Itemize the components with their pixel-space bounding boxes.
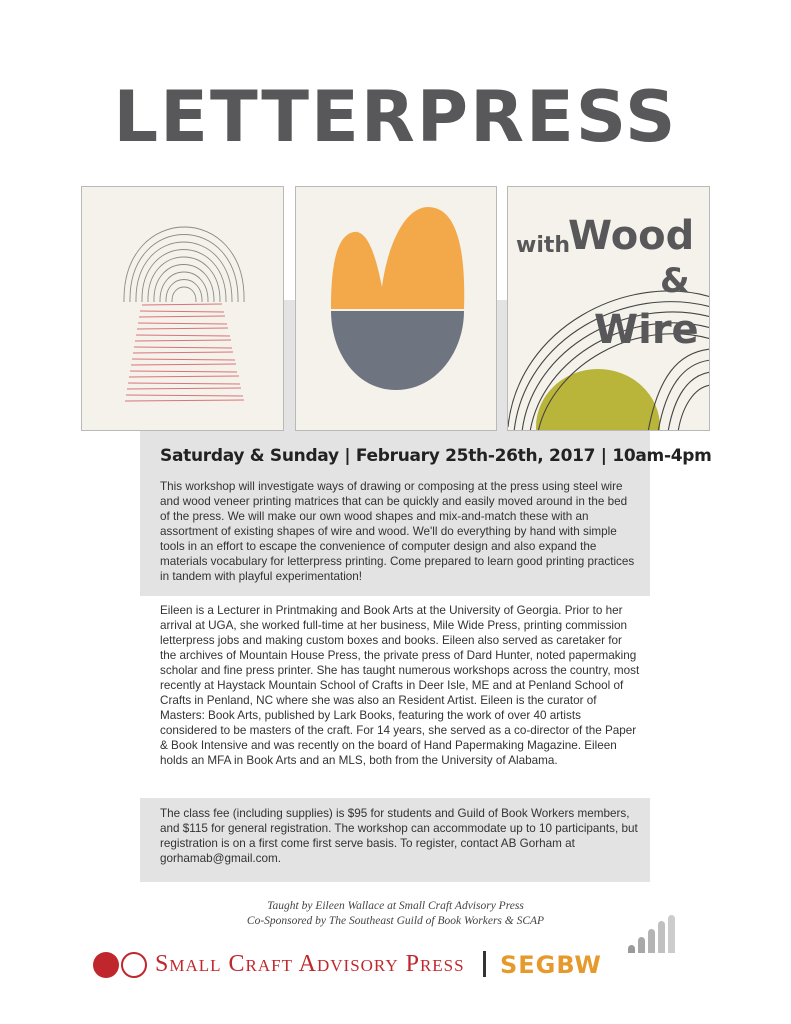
wire-arches-artwork: [82, 187, 284, 431]
workshop-schedule: Saturday & Sunday | February 25th-26th, 2017 | 10am-4pm: [160, 446, 712, 466]
wood-shape-artwork: [296, 187, 497, 431]
taught-by-line: Taught by Eileen Wallace at Small Craft Advisory Press: [267, 900, 524, 912]
poster-title: LETTERPRESS: [113, 76, 678, 158]
scap-logo-text: Small Craft Advisory Press: [155, 951, 465, 977]
artwork-panel-wood-wire: [507, 186, 710, 431]
registration-fee: The class fee (including supplies) is $95 for students and Guild of Book Workers members, and $115 for general registration. The workshop can accommodate up to 10 participants, but registration is on a first come first serve basis. To register, contact AB Gorham at gorhamab@gmail.com.: [160, 807, 638, 865]
instructor-bio: Eileen is a Lecturer in Printmaking and Book Arts at the University of Georgia. Prior to her arrival at UGA, she worked full-time at her business, Mile Wide Press, printing commission letterpress jobs and making custom boxes and books. Eileen also served as caretaker for the archives of Mountain House Press, the private press of Dard Hunter, noted papermaking scholar and fine press printer. She has taught numerous workshops across the country, most recently at Haystack Mountain School of Crafts in Deer Isle, ME and at Penland School of Crafts in Penland, NC where she was also an Resident Artist. Eileen is the curator of Masters: Book Arts, published by Lark Books, featuring the work of over 40 artists considered to be masters of the craft. For 14 years, she served as a co-director of the Paper & Book Intensive and was recently on the board of Hand Papermaking Magazine. Eileen holds an MFA in Book Arts and an MLS, both from the University of Alabama.: [160, 604, 640, 767]
artwork-panel-wood-shape: [295, 186, 497, 431]
sponsors-line: Co-Sponsored by The Southeast Guild of Book Workers & SCAP: [246, 915, 545, 927]
with-text: with: [516, 233, 571, 258]
scap-logo-icon: [92, 947, 152, 983]
segbw-logo-text: SEGBW: [500, 951, 602, 979]
workshop-description: This workshop will investigate ways of drawing or composing at the press using steel wire and wood veneer printing matrices that can be quickly and easily moved around in the bed of the press. We will make our own wood shapes and mix-and-match these with an assortment of existing shapes of wire and wood. We'll do everything by hand with simple tools in an effort to escape the convenience of computer design and also expand the materials vocabulary for letterpress printing. Come prepared to learn good printing practices in tandem with playful experimentation!: [160, 480, 635, 583]
artwork-panel-wire-arches: [81, 186, 284, 431]
logo-divider: [483, 951, 486, 977]
wood-text: Wood: [568, 213, 695, 259]
footer-logos: [0, 945, 791, 985]
segbw-bars-icon: [598, 913, 688, 953]
wire-text: Wire: [594, 307, 699, 353]
ampersand-text: &: [660, 261, 690, 301]
